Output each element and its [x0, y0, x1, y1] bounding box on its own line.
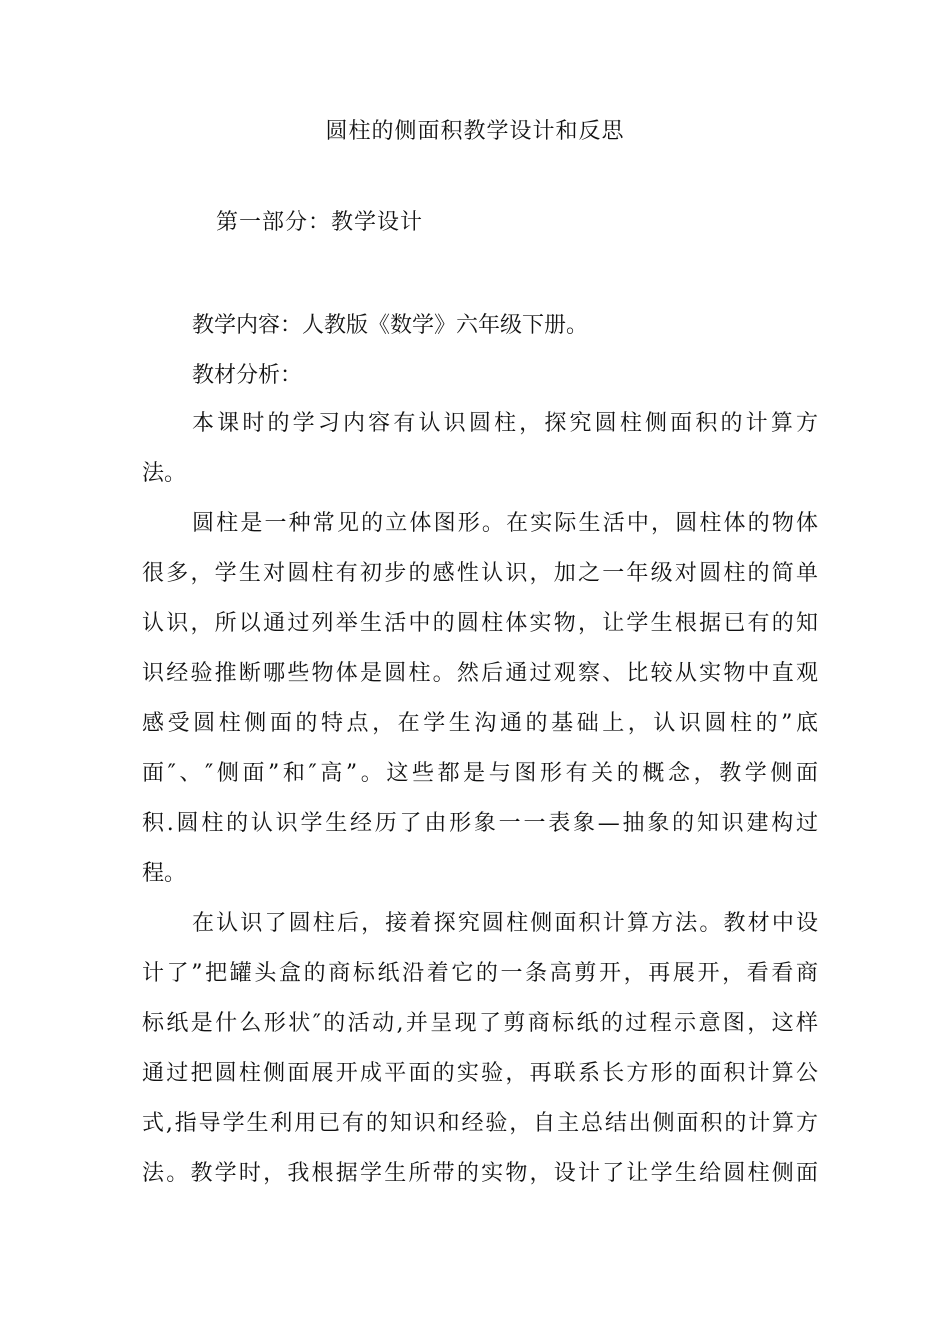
content-line: 认识，所以通过列举生活中的圆柱体实物，让学生根据已有的知: [142, 611, 818, 636]
content-line: 圆柱是一种常见的立体图形。在实际生活中，圆柱体的物体: [192, 511, 818, 536]
section-heading: 第一部分：教学设计: [216, 210, 424, 235]
content-line: 法。: [142, 461, 187, 486]
document-title: 圆柱的侧面积教学设计和反思: [325, 119, 625, 144]
content-line: 积.圆柱的认识学生经历了由形象一一表象—抽象的知识建构过: [142, 811, 818, 836]
content-line: 本课时的学习内容有认识圆柱，探究圆柱侧面积的计算方: [192, 411, 818, 436]
content-line: 很多，学生对圆柱有初步的感性认识，加之一年级对圆柱的简单: [142, 561, 818, 586]
content-line: 在认识了圆柱后，接着探究圆柱侧面积计算方法。教材中设: [192, 911, 818, 936]
content-line: 法。教学时，我根据学生所带的实物，设计了让学生给圆柱侧面: [142, 1161, 818, 1186]
content-line: 教学内容：人教版《数学》六年级下册。: [192, 313, 589, 338]
content-line: 程。: [142, 861, 187, 886]
content-line: 通过把圆柱侧面展开成平面的实验，再联系长方形的面积计算公: [142, 1061, 818, 1086]
content-line: 感受圆柱侧面的特点，在学生沟通的基础上，认识圆柱的”底: [142, 711, 818, 736]
content-line: 识经验推断哪些物体是圆柱。然后通过观察、比较从实物中直观: [142, 661, 818, 686]
content-line: 式,指导学生利用已有的知识和经验，自主总结出侧面积的计算方: [142, 1111, 818, 1136]
content-line: 面″、″侧面”和″高”。这些都是与图形有关的概念，教学侧面: [142, 761, 818, 786]
content-line: 标纸是什么形状″的活动,并呈现了剪商标纸的过程示意图，这样: [142, 1011, 818, 1036]
content-line: 教材分析：: [192, 363, 303, 388]
content-line: 计了”把罐头盒的商标纸沿着它的一条高剪开，再展开，看看商: [142, 961, 818, 986]
